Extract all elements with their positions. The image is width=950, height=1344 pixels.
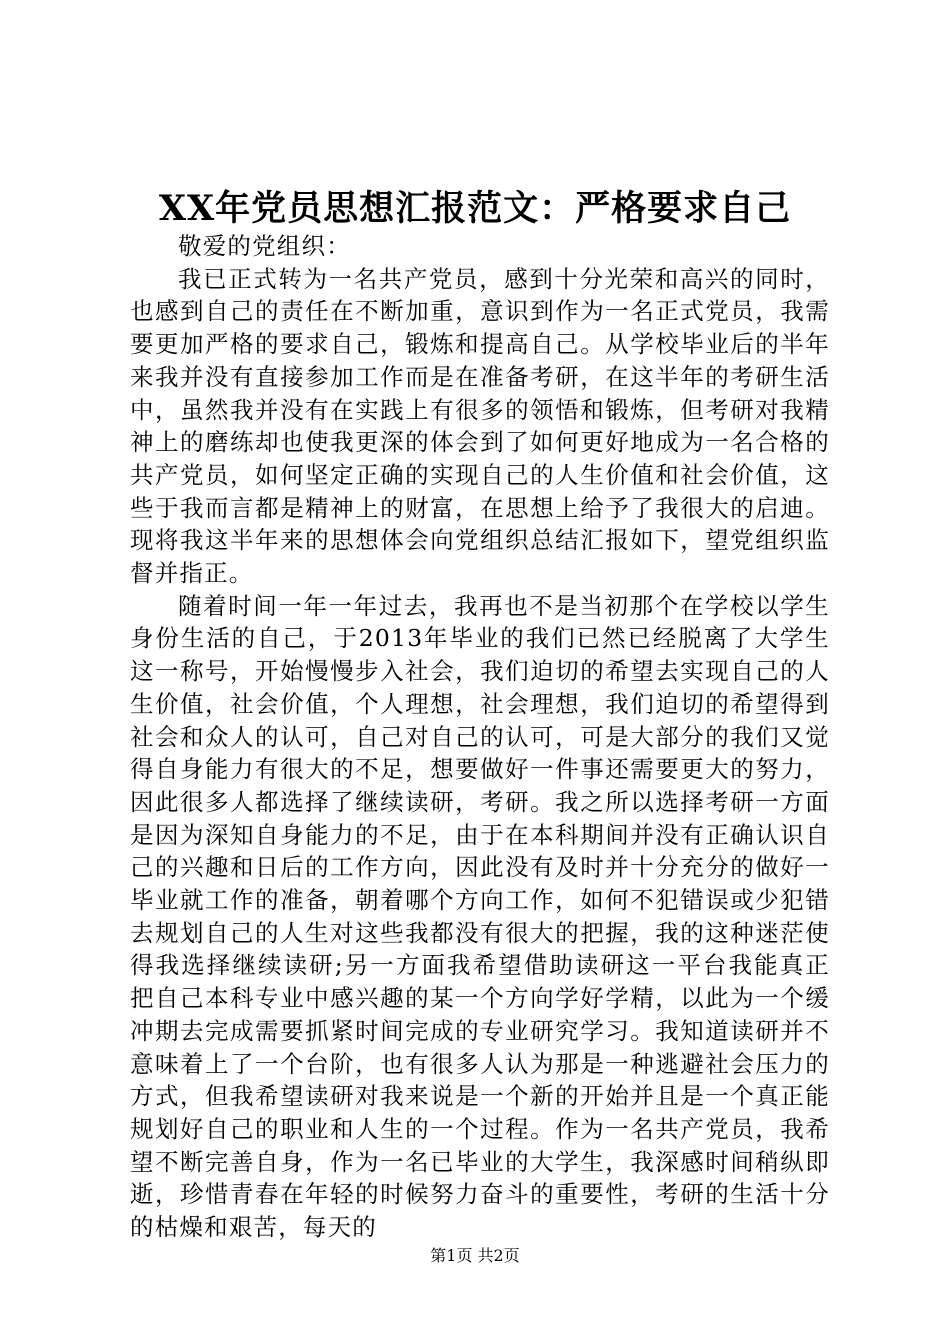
document-title: XX年党员思想汇报范文：严格要求自己 (158, 188, 792, 229)
document-body (130, 230, 830, 1244)
paragraph: 我已正式转为一名共产党员，感到十分光荣和高兴的同时，也感到自己的责任在不断加重，意识到作为一名正式党员，我需要更加严格的要求自己，锻炼和提高自己。从学校毕业后的半年来我并没有直接参加工作而是在准备考研，在这半年的考研生活中，虽然我并没有在实践上有很多的领悟和锻炼，但考研对我精神上的磨练却也使我更深的体会到了如何更好地成为一名合格的共产党员，如何坚定正确的实现自己的人生价值和社会价值，这些于我而言都是精神上的财富，在思想上给予了我很大的启迪。现将我这半年来的思想体会向党组织总结汇报如下，望党组织监督并指正。 (130, 264, 830, 588)
paragraph: 随着时间一年一年过去，我再也不是当初那个在学校以学生身份生活的自己，于2013年毕业的我们已然已经脱离了大学生这一称号，开始慢慢步入社会，我们迫切的希望去实现自己的人生价值，社会价值，个人理想，社会理想，我们迫切的希望得到社会和众人的认可，自己对自己的认可，可是大部分的我们又觉得自身能力有很大的不足，想要做好一件事还需要更大的努力，因此很多人都选择了继续读研，考研。我之所以选择考研一方面是因为深知自身能力的不足，由于在本科期间并没有正确认识自己的兴趣和日后的工作方向，因此没有及时并十分充分的做好一毕业就工作的准备，朝着哪个方向工作，如何不犯错误或少犯错去规划自己的人生对这些我都没有很大的把握，我的这种迷茫使得我选择继续读研;另一方面我希望借助读研这一平台我能真正把自己本科专业中感兴趣的某一个方向学好学精，以此为一个缓冲期去完成需要抓紧时间完成的专业研究学习。我知道读研并不意味着上了一个台阶，也有很多人认为那是一种逃避社会压力的方式，但我希望读研对我来说是一个新的开始并且是一个真正能规划好自己的职业和人生的一个过程。作为一名共产党员，我希望不断完善自身，作为一名已毕业的大学生，我深感时间稍纵即逝，珍惜青春在年轻的时候努力奋斗的重要性，考研的生活十分的枯燥和艰苦，每天的 (130, 591, 830, 1242)
page-number-footer: 第1页 共2页 (430, 1246, 520, 1265)
salutation: 敬爱的党组织： (178, 232, 351, 260)
